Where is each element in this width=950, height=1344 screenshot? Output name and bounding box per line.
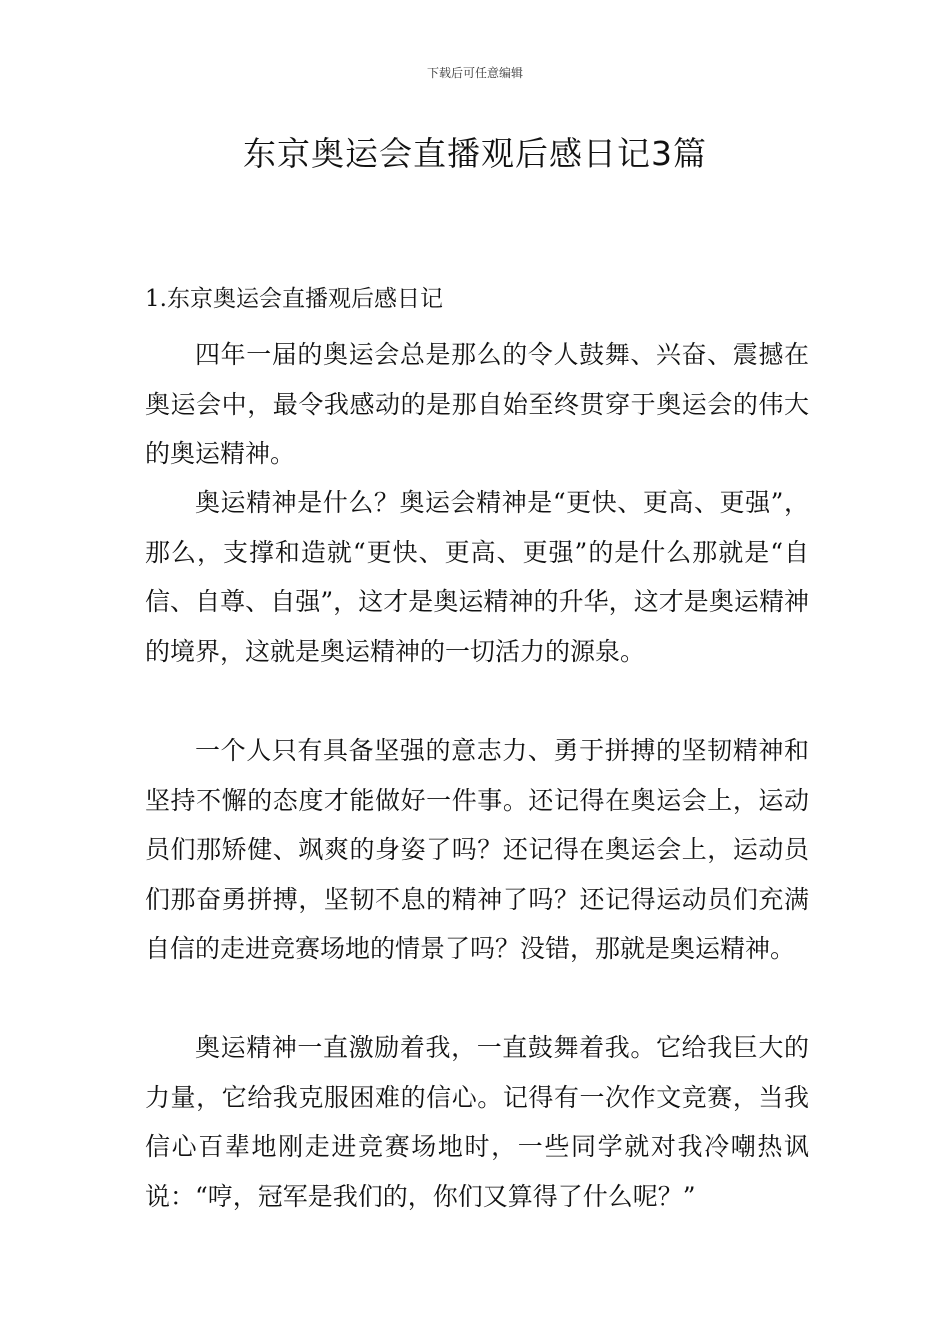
- document-title: 东京奥运会直播观后感日记3篇: [243, 134, 707, 173]
- body-paragraph: 一个人只有具备坚强的意志力、勇于拼搏的坚韧精神和坚持不懈的态度才能做好一件事。还记得在奥运会上，运动员们那矫健、飒爽的身姿了吗？还记得在奥运会上，运动员们那奋勇拼搏，坚韧不息的精神了吗？还记得运动员们充满自信的走进竞赛场地的情景了吗？没错，那就是奥运精神。: [145, 736, 809, 963]
- body-paragraph: 奥运精神是什么？奥运会精神是“更快、更高、更强”，那么，支撑和造就“更快、更高、更强”的是什么那就是“自信、自尊、自强”，这才是奥运精神的升华，这才是奥运精神的境界，这就是奥运精神的一切活力的源泉。: [145, 488, 809, 666]
- section-heading: 1.东京奥运会直播观后感日记: [145, 286, 443, 312]
- body-paragraph: 四年一届的奥运会总是那么的令人鼓舞、兴奋、震撼在奥运会中，最令我感动的是那自始至终贯穿于奥运会的伟大的奥运精神。: [145, 340, 809, 468]
- body-paragraph: 奥运精神一直激励着我，一直鼓舞着我。它给我巨大的力量，它给我克服困难的信心。记得有一次作文竞赛，当我信心百辈地刚走进竞赛场地时，一些同学就对我冷嘲热讽说：“哼，冠军是我们的，你们又算得了什么呢？”: [145, 1033, 809, 1211]
- download-note: 下载后可任意编辑: [426, 66, 523, 80]
